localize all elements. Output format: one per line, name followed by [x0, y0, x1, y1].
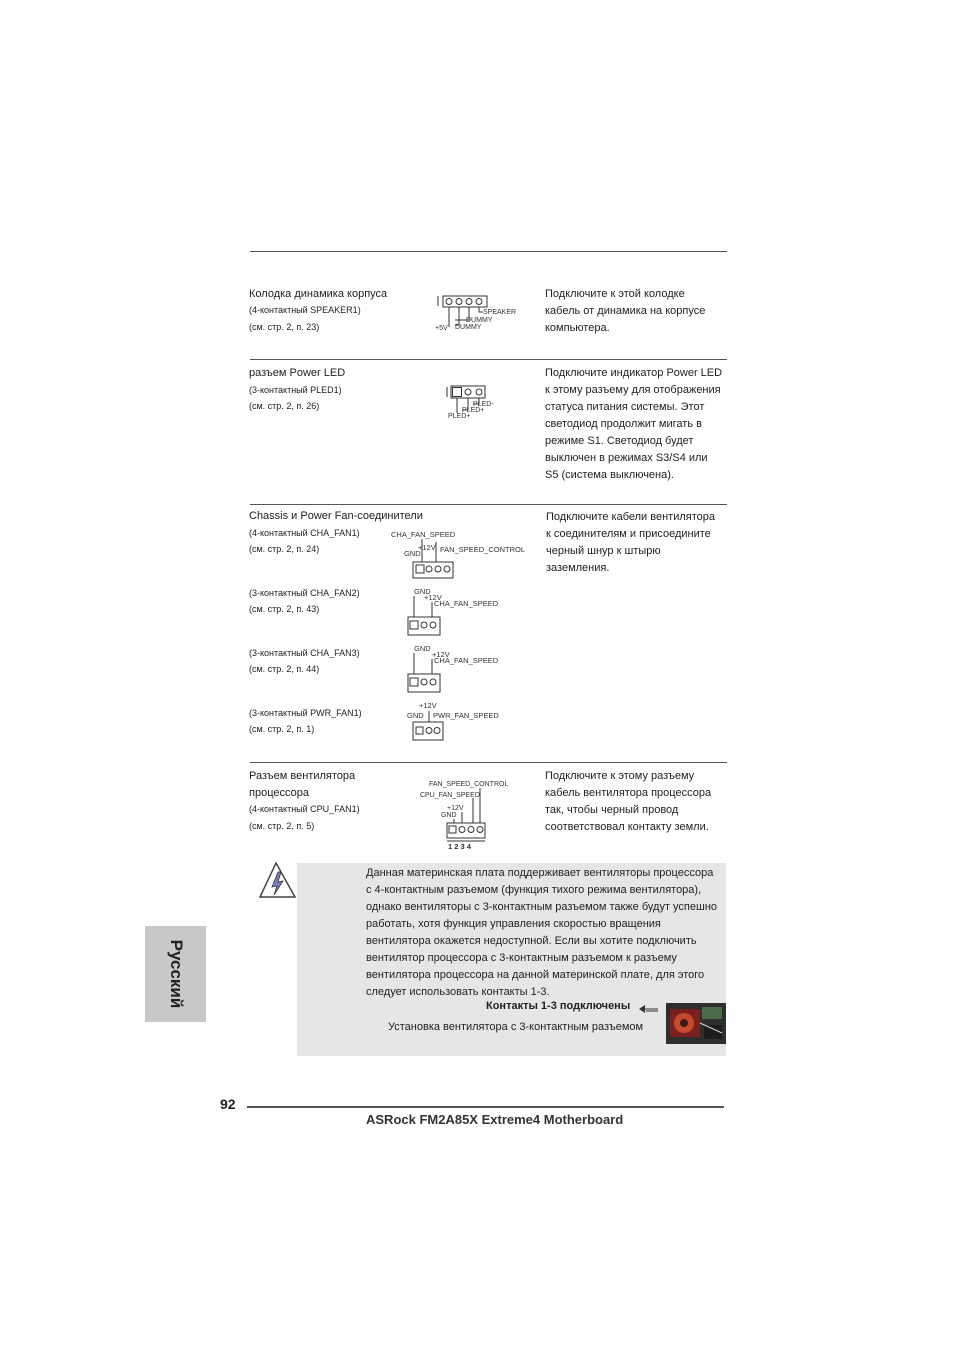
cpu-fan-title-2: процессора — [249, 787, 309, 799]
section-divider — [250, 504, 727, 505]
cpu-speed-label: CPU_FAN_SPEED — [420, 792, 480, 799]
desc-line: компьютера. — [545, 322, 610, 334]
speaker-pin-diagram — [433, 292, 523, 339]
desc-line: так, чтобы черный провод — [545, 804, 679, 816]
pwr1-speed-label: PWR_FAN_SPEED — [433, 711, 499, 720]
cpu-gnd-label: GND — [441, 812, 457, 819]
cha3-sub2: (см. стр. 2, п. 44) — [249, 664, 320, 674]
desc-line: режиме S1. Светодиод будет — [545, 435, 694, 447]
cha2-speed-label: CHA_FAN_SPEED — [434, 599, 499, 608]
pwr-fan1-pin-diagram — [405, 700, 505, 750]
desc-line: соответствовал контакту земли. — [545, 821, 709, 833]
note-line: работать, хотя функция управления скоростью вращения — [366, 918, 661, 930]
cpu-fan-pin-diagram — [418, 777, 518, 856]
cha-fan3-pin-diagram — [405, 642, 505, 701]
cha1-v12-label: +12V — [418, 543, 436, 552]
power-led-sub2: (см. стр. 2, п. 26) — [249, 401, 320, 411]
desc-line: Подключите индикатор Power LED — [545, 367, 723, 379]
desc-line: S5 (система выключена). — [545, 469, 674, 481]
dummy-pin-label-2: DUMMY — [455, 324, 482, 331]
cha3-gnd-label: GND — [414, 644, 431, 653]
cha1-speed-label: CHA_FAN_SPEED — [391, 530, 456, 539]
note-pins-connected: Контакты 1-3 подключены — [486, 1000, 631, 1012]
fans-description — [546, 509, 715, 577]
desc-line: светодиод продолжит мигать в — [545, 418, 702, 430]
cpu-ctrl-label: FAN_SPEED_CONTROL — [429, 781, 509, 788]
power-led-title: разъем Power LED — [249, 367, 346, 379]
cha2-sub2: (см. стр. 2, п. 43) — [249, 604, 320, 614]
power-led-pin-diagram — [443, 383, 503, 428]
dummy-pin-label-1: DUMMY — [466, 317, 493, 324]
v5-pin-label: +5V — [435, 325, 448, 332]
warning-icon — [258, 860, 298, 905]
desc-line: выключен в режимах S3/S4 или — [545, 452, 708, 464]
fan-installation-photo — [666, 1003, 726, 1044]
pwr1-sub1: (3-контактный PWR_FAN1) — [249, 708, 362, 718]
power-led-sub1: (3-контактный PLED1) — [249, 385, 342, 395]
cpu-fan-sub2: (см. стр. 2, п. 5) — [249, 821, 315, 831]
top-rule — [250, 251, 727, 252]
section-divider — [250, 762, 727, 763]
cha2-gnd-label: GND — [414, 587, 431, 596]
desc-line: кабель от динамика на корпусе — [545, 305, 706, 317]
desc-line: черный шнур к штырю — [546, 545, 661, 557]
cha1-ctrl-label: FAN_SPEED_CONTROL — [440, 545, 526, 554]
desc-line: к соединителям и присоедините — [546, 528, 711, 540]
pled-plus-label-1: PLED+ — [462, 407, 485, 414]
cpu-fan-sub1: (4-контактный CPU_FAN1) — [249, 804, 360, 814]
note-line: вентилятора окажется недоступной. Если вы хотите подключить — [366, 935, 697, 947]
cha2-sub1: (3-контактный CHA_FAN2) — [249, 588, 360, 598]
pwr1-v12-label: +12V — [419, 701, 437, 710]
cha-fan1-pin-diagram — [390, 528, 526, 587]
desc-line: кабель вентилятора процессора — [545, 787, 712, 799]
fans-title: Chassis и Power Fan-соединители — [249, 510, 423, 522]
desc-line: статуса питания системы. Этот — [545, 401, 705, 413]
desc-line: Подключите к этой колодке — [545, 288, 685, 300]
power-led-description — [545, 365, 722, 484]
speaker-sub2: (см. стр. 2, п. 23) — [249, 322, 320, 332]
cpu-v12-label: +12V — [447, 805, 464, 812]
section-divider — [250, 359, 727, 360]
note-line: с 4-контактным разъемом (функция тихого режима вентилятора), — [366, 884, 702, 896]
pwr1-sub2: (см. стр. 2, п. 1) — [249, 724, 315, 734]
cpu-fan-description — [545, 768, 711, 836]
page-number: 92 — [220, 1096, 236, 1112]
note-line: вентилятор процессора с 3-контактным разъемом к разъему — [366, 952, 677, 964]
cpu-pin-numbers: 1 2 3 4 — [448, 842, 471, 851]
cha1-sub2: (см. стр. 2, п. 24) — [249, 544, 320, 554]
cpu-fan-title-1: Разъем вентилятора — [249, 770, 356, 782]
pled-plus-label-2: PLED+ — [448, 413, 471, 420]
desc-line: к этому разъему для отображения — [545, 384, 721, 396]
pled-minus-label: PLED- — [473, 401, 494, 408]
note-line: вентилятора процессора на данной материнской плате, для этого — [366, 969, 705, 981]
note-line: Данная материнская плата поддерживает вентиляторы процессора — [366, 867, 714, 879]
desc-line: Подключите к этому разъему — [545, 770, 695, 782]
cha-fan2-pin-diagram — [405, 585, 505, 644]
cha3-speed-label: CHA_FAN_SPEED — [434, 656, 499, 665]
pwr1-gnd-label: GND — [407, 711, 424, 720]
footer-rule — [247, 1106, 724, 1108]
speaker-pin-label: SPEAKER — [483, 309, 517, 316]
language-label: Русский — [166, 939, 186, 1009]
cha1-gnd-label: GND — [404, 549, 421, 558]
note-text — [366, 865, 726, 1001]
note-caption: Установка вентилятора с 3-контактным разъемом — [388, 1021, 644, 1033]
footer-title: ASRock FM2A85X Extreme4 Motherboard — [366, 1112, 624, 1127]
desc-line: Подключите кабели вентилятора — [546, 511, 715, 523]
speaker-title: Колодка динамика корпуса — [249, 288, 388, 300]
note-line: однако вентиляторы с 3-контактным разъемом также будут успешно — [366, 901, 718, 913]
arrow-icon — [638, 1002, 660, 1020]
language-side-tab — [145, 926, 206, 1022]
cha3-v12-label: +12V — [432, 650, 450, 659]
cha1-sub1: (4-контактный CHA_FAN1) — [249, 528, 360, 538]
desc-line: заземления. — [546, 562, 610, 574]
speaker-sub1: (4-контактный SPEAKER1) — [249, 305, 361, 315]
note-line: следует использовать контакты 1-3. — [366, 986, 550, 998]
speaker-description — [545, 286, 705, 337]
cha3-sub1: (3-контактный CHA_FAN3) — [249, 648, 360, 658]
cha2-v12-label: +12V — [424, 593, 442, 602]
